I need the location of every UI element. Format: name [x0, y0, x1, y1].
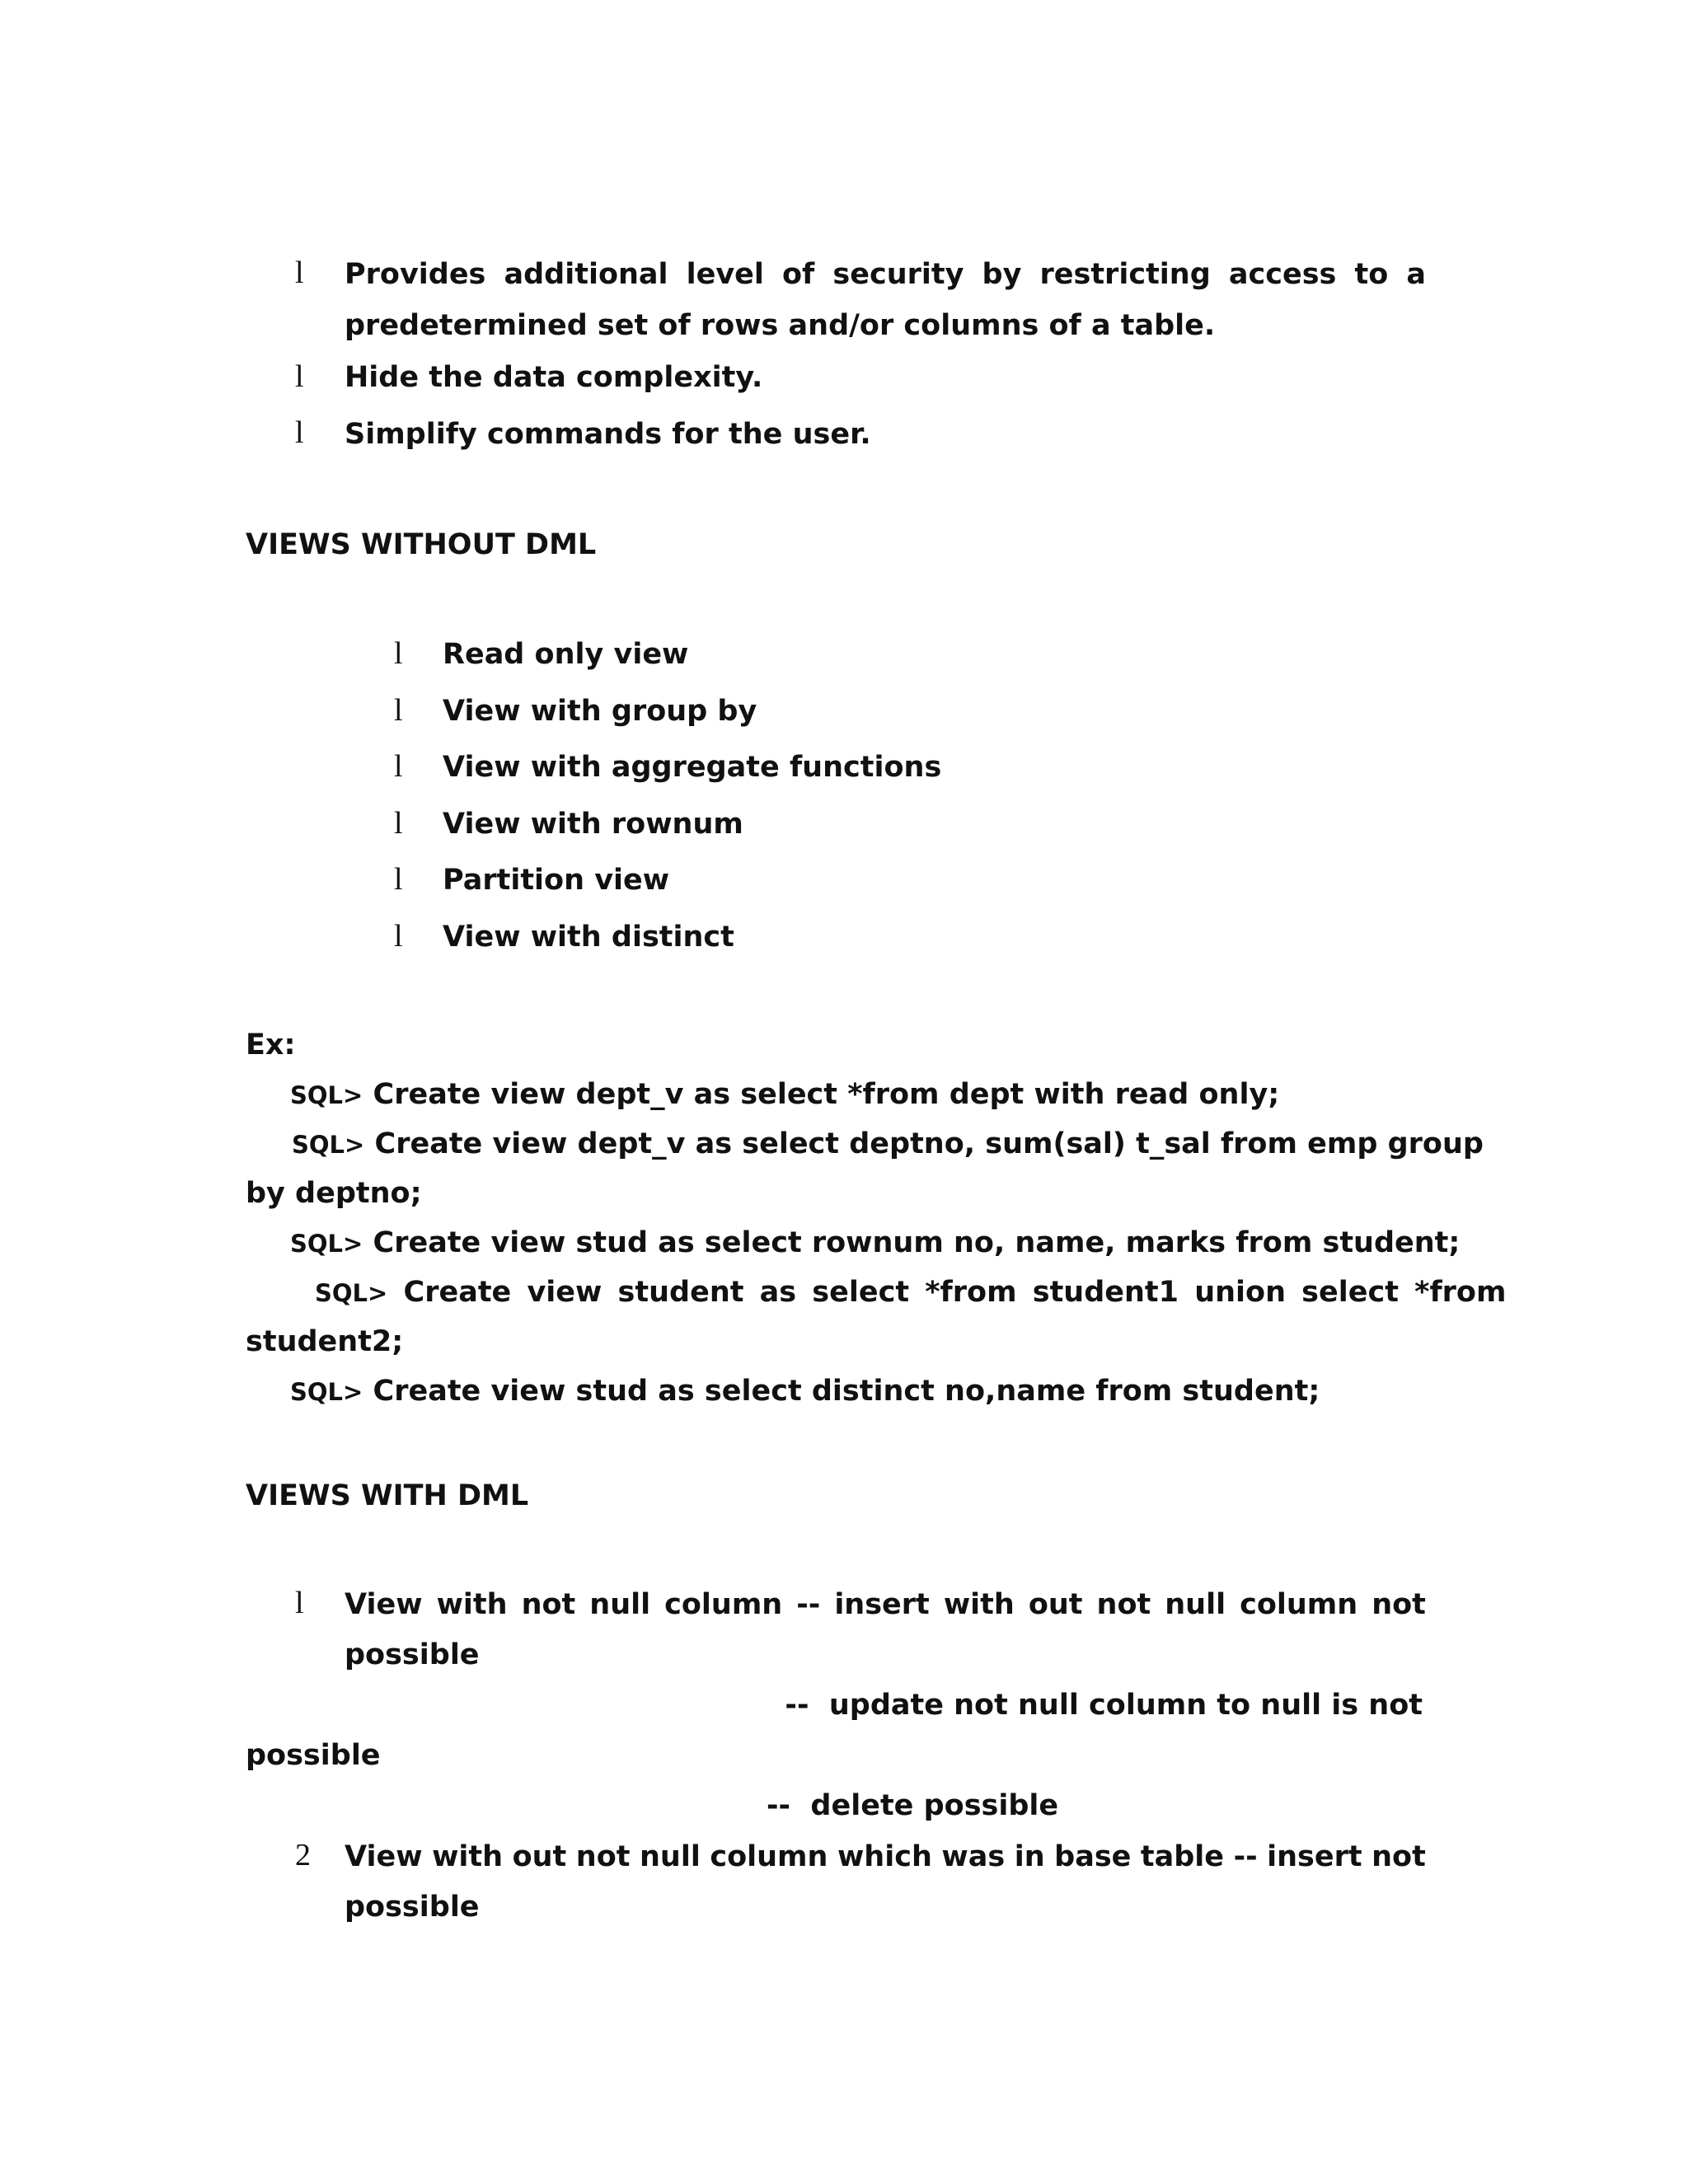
- word: of: [782, 258, 815, 291]
- sql-prompt: SQL>: [292, 1131, 365, 1159]
- bullet-marker: l: [295, 1586, 304, 1620]
- word: insert: [1267, 1840, 1362, 1873]
- sql-statement: Create view stud as select rownum no, name, marks from student;: [373, 1226, 1461, 1259]
- word: restricting: [1039, 258, 1211, 291]
- bullet-marker: l: [394, 749, 403, 784]
- intro-bullet-1-line-1: [345, 260, 1426, 289]
- bullet-marker: l: [295, 255, 304, 290]
- word: out: [512, 1840, 567, 1873]
- word: which: [837, 1840, 932, 1873]
- bullet-marker: l: [295, 415, 304, 450]
- sql-example-4-continuation: student2;: [246, 1325, 404, 1358]
- word: not: [1372, 1588, 1426, 1621]
- word: not: [1096, 1588, 1151, 1621]
- word: column: [1240, 1588, 1358, 1621]
- word: base: [1054, 1840, 1132, 1873]
- dml-rule-delete: -- delete possible: [767, 1789, 1059, 1822]
- section-heading-views-without-dml: VIEWS WITHOUT DML: [246, 528, 597, 561]
- word: additional: [504, 258, 668, 291]
- sql-statement: Create view stud as select distinct no,name from student;: [373, 1375, 1320, 1408]
- dml-item-1-line-1: [345, 1588, 1426, 1621]
- list-item: Read only view: [443, 638, 689, 671]
- sql-prompt: SQL>: [290, 1378, 363, 1406]
- word: with: [436, 1588, 508, 1621]
- dml-item-2-line-1: [345, 1840, 1426, 1873]
- word: out: [1028, 1588, 1083, 1621]
- sql-prompt: SQL>: [315, 1279, 388, 1307]
- word: --: [1233, 1840, 1258, 1873]
- dml-item-2-line-2: possible: [345, 1891, 480, 1924]
- word: by: [982, 258, 1022, 291]
- bullet-marker: 2: [295, 1838, 311, 1872]
- intro-bullet-2: Hide the data complexity.: [345, 361, 763, 394]
- sql-example-2-continuation: by deptno;: [246, 1177, 422, 1210]
- word: View: [345, 1588, 423, 1621]
- word: insert: [834, 1588, 930, 1621]
- word: access: [1228, 258, 1337, 291]
- sql-example-1: [290, 1080, 1279, 1109]
- word: not: [521, 1588, 576, 1621]
- word: null: [640, 1840, 701, 1873]
- sql-example-2: [292, 1127, 1484, 1160]
- word: security: [832, 258, 964, 291]
- sql-prompt: SQL>: [290, 1081, 363, 1109]
- bullet-marker: l: [394, 806, 403, 841]
- sql-statement: Create view student as select *from student1 union select *from: [403, 1276, 1507, 1309]
- dml-item-1-line-2: possible: [345, 1638, 480, 1671]
- sql-example-4: [315, 1278, 1506, 1307]
- word: level: [686, 258, 764, 291]
- bullet-marker: l: [394, 919, 403, 954]
- sql-example-3: [290, 1226, 1461, 1259]
- sql-example-5: [290, 1377, 1320, 1406]
- word: View: [345, 1840, 423, 1873]
- bullet-marker: l: [295, 359, 304, 394]
- sql-statement: Create view dept_v as select *from dept with read only;: [373, 1078, 1280, 1111]
- word: with: [432, 1840, 504, 1873]
- word: null: [1165, 1588, 1226, 1621]
- section-heading-views-with-dml: VIEWS WITH DML: [246, 1479, 529, 1512]
- word: null: [589, 1588, 651, 1621]
- word: in: [1014, 1840, 1045, 1873]
- word: --: [796, 1588, 821, 1621]
- sql-statement: Create view dept_v as select deptno, sum(sal) t_sal from emp group: [374, 1127, 1484, 1160]
- list-item: View with group by: [443, 695, 757, 728]
- intro-bullet-3: Simplify commands for the user.: [345, 418, 871, 451]
- word: column: [710, 1840, 828, 1873]
- intro-bullet-1-line-2: predetermined set of rows and/or columns of a table.: [345, 309, 1216, 342]
- word: a: [1406, 258, 1426, 291]
- bullet-marker: l: [394, 862, 403, 897]
- list-item: Partition view: [443, 864, 670, 897]
- examples-label: Ex:: [246, 1029, 296, 1062]
- dml-rule-update-continuation: possible: [246, 1739, 381, 1772]
- list-item: View with aggregate functions: [443, 751, 942, 784]
- word: with: [943, 1588, 1015, 1621]
- word: was: [941, 1840, 1006, 1873]
- list-item: View with rownum: [443, 808, 743, 841]
- sql-prompt: SQL>: [290, 1230, 363, 1258]
- word: table: [1140, 1840, 1225, 1873]
- bullet-marker: l: [394, 636, 403, 671]
- bullet-marker: l: [394, 693, 403, 728]
- word: not: [575, 1840, 631, 1873]
- list-item: View with distinct: [443, 921, 734, 954]
- word: column: [664, 1588, 783, 1621]
- word: not: [1372, 1840, 1426, 1873]
- word: to: [1354, 258, 1389, 291]
- word: Provides: [345, 258, 486, 291]
- dml-rule-update: -- update not null column to null is not: [785, 1689, 1423, 1722]
